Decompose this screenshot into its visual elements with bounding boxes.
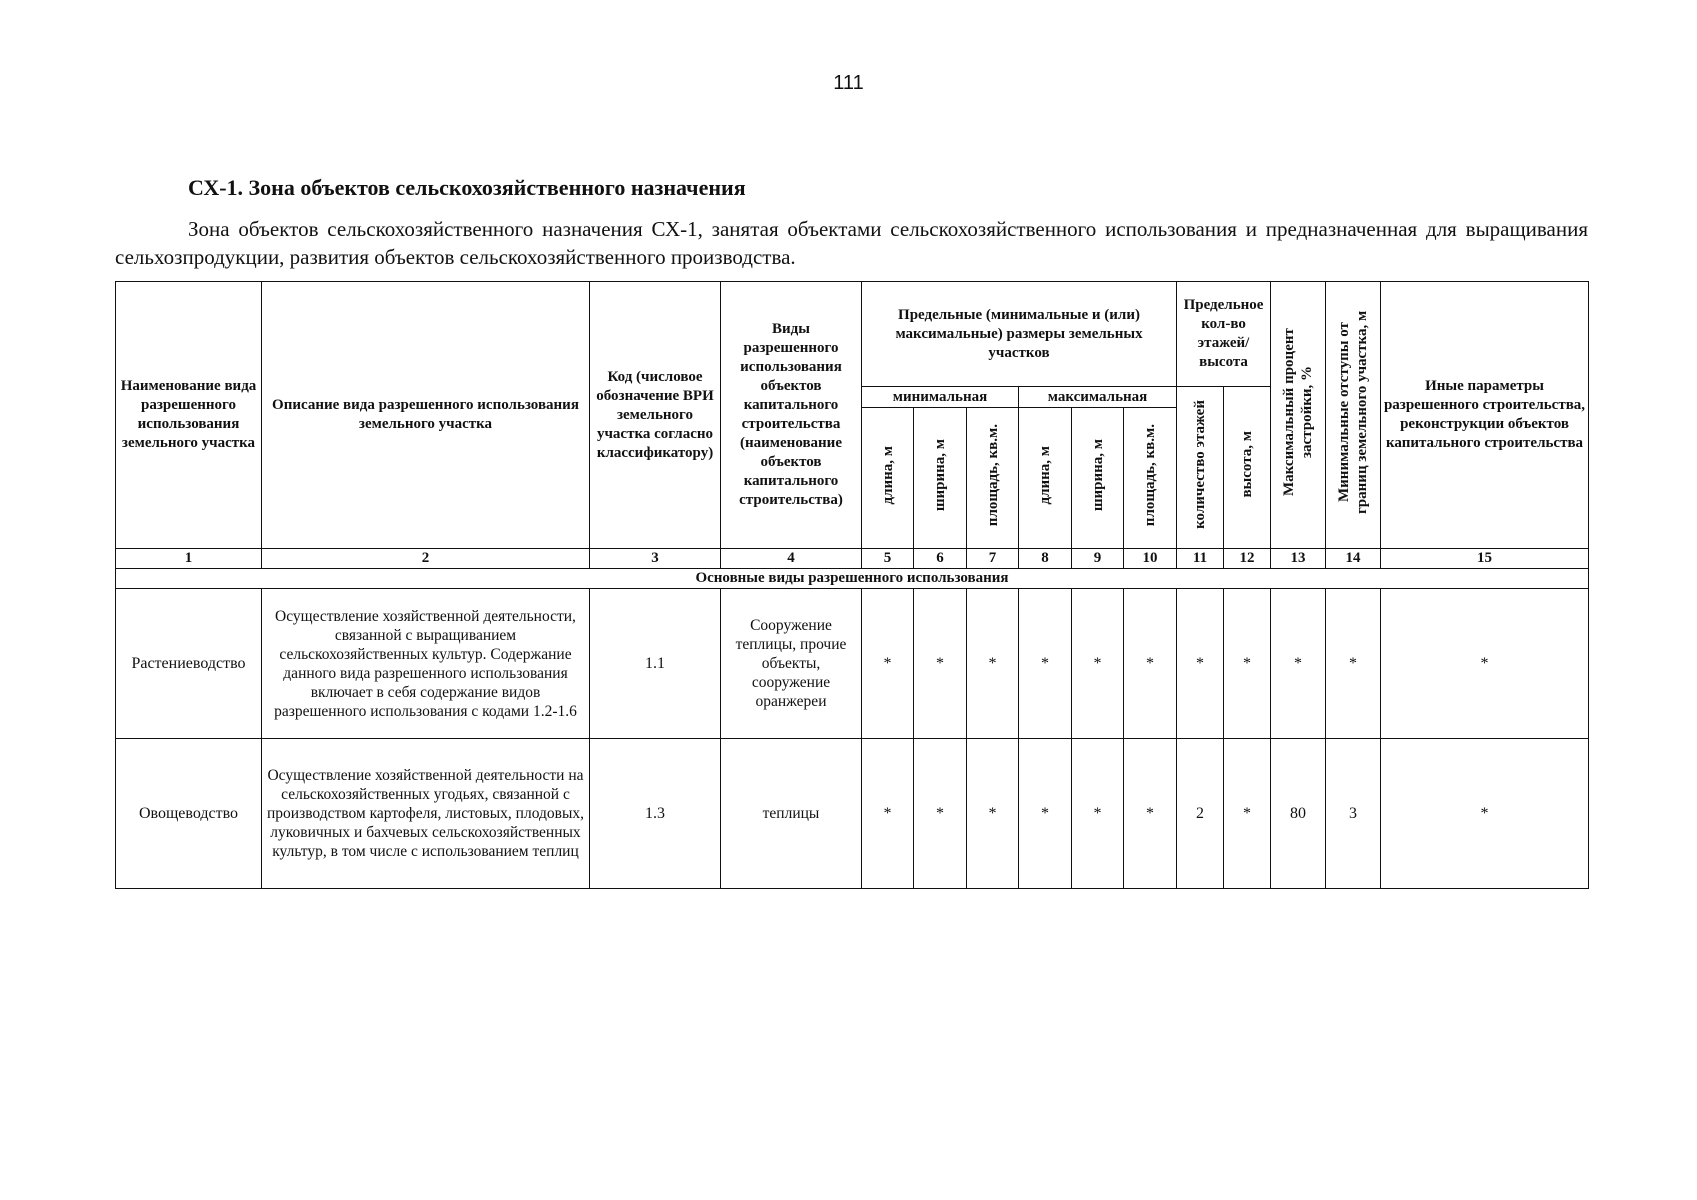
header-setbacks bbox=[1326, 282, 1381, 549]
column-number: 1 bbox=[116, 549, 262, 569]
header-floors-text: количество этажей bbox=[1192, 400, 1209, 529]
header-height bbox=[1224, 387, 1271, 549]
row-code: 1.1 bbox=[590, 589, 721, 739]
row-value: 2 bbox=[1177, 739, 1224, 889]
column-number: 13 bbox=[1271, 549, 1326, 569]
column-number: 8 bbox=[1019, 549, 1072, 569]
row-description: Осуществление хозяйственной деятельности на сельскохозяйственных угодьях, связанной с производством картофеля, листовых, плодовых, луковичных и бахчевых сельскохозяйственных культур, в том числе с использованием теплиц bbox=[262, 739, 590, 889]
header-max-length-text: длина, м bbox=[1037, 445, 1053, 505]
row-value: * bbox=[1224, 589, 1271, 739]
column-number: 14 bbox=[1326, 549, 1381, 569]
page-number: 111 bbox=[833, 72, 864, 94]
row-value: * bbox=[967, 739, 1019, 889]
section-heading: СХ-1. Зона объектов сельскохозяйственного назначения bbox=[188, 175, 746, 200]
header-objects: Виды разрешенного использования объектов капитального строительства (наименование объектов капитального строительства) bbox=[721, 282, 862, 549]
intro-paragraph: Зона объектов сельскохозяйственного назначения СХ-1, занятая объектами сельскохозяйственного использования и предназначенная для выращивания сельхозпродукции, развития объектов сельскохозяйственного производства. bbox=[115, 217, 1588, 269]
header-max-width bbox=[1072, 408, 1124, 549]
header-coverage-text: Максимальный процент застройки, % bbox=[1281, 328, 1316, 496]
header-min-length bbox=[862, 408, 914, 549]
row-description: Осуществление хозяйственной деятельности, связанной с выращиванием сельскохозяйственных культур. Содержание данного вида разрешенного использования включает в себя содержание видов разрешенного использования с кодами 1.2-1.6 bbox=[262, 589, 590, 739]
row-objects: теплицы bbox=[721, 739, 862, 889]
row-value: * bbox=[1177, 589, 1224, 739]
column-number: 3 bbox=[590, 549, 721, 569]
header-floors bbox=[1177, 387, 1224, 549]
header-code: Код (числовое обозначение ВРИ земельного участка согласно классификатору) bbox=[590, 282, 721, 549]
column-number: 11 bbox=[1177, 549, 1224, 569]
row-value: * bbox=[914, 589, 967, 739]
header-other: Иные параметры разрешенного строительства, реконструкции объектов капитального строительства bbox=[1381, 282, 1589, 549]
header-setbacks-text: Минимальные отступы от границ земельного участка, м bbox=[1336, 310, 1371, 514]
row-value: * bbox=[1019, 589, 1072, 739]
column-numbers-row bbox=[116, 549, 1589, 569]
header-min-length-text: длина, м bbox=[879, 445, 896, 505]
row-value: * bbox=[1072, 739, 1124, 889]
table-row bbox=[116, 589, 1589, 739]
header-max-length bbox=[1019, 408, 1072, 549]
row-objects: Сооружение теплицы, прочие объекты, сооружение оранжереи bbox=[721, 589, 862, 739]
row-value: * bbox=[1381, 589, 1589, 739]
row-value: * bbox=[862, 589, 914, 739]
zone-parameters-table bbox=[115, 281, 1589, 889]
row-value: 3 bbox=[1326, 739, 1381, 889]
column-number: 12 bbox=[1224, 549, 1271, 569]
header-minimal: минимальная bbox=[862, 387, 1019, 408]
row-name: Растениеводство bbox=[116, 589, 262, 739]
row-value: * bbox=[1381, 739, 1589, 889]
row-value: * bbox=[967, 589, 1019, 739]
column-number: 9 bbox=[1072, 549, 1124, 569]
column-number: 4 bbox=[721, 549, 862, 569]
section-title-row bbox=[116, 569, 1589, 589]
header-min-width-text: ширина, м bbox=[932, 438, 948, 512]
header-height-text: высота, м bbox=[1239, 431, 1256, 498]
header-floors-group: Предельное кол-во этажей/ высота bbox=[1177, 282, 1271, 387]
row-value: * bbox=[1224, 739, 1271, 889]
header-min-width bbox=[914, 408, 967, 549]
column-number: 6 bbox=[914, 549, 967, 569]
table-row bbox=[116, 739, 1589, 889]
header-min-area bbox=[967, 408, 1019, 549]
row-value: * bbox=[914, 739, 967, 889]
header-min-area-text: площадь, кв.м. bbox=[984, 423, 1001, 527]
header-description: Описание вида разрешенного использования земельного участка bbox=[262, 282, 590, 549]
row-name: Овощеводство bbox=[116, 739, 262, 889]
header-max-area bbox=[1124, 408, 1177, 549]
row-value: * bbox=[1072, 589, 1124, 739]
header-coverage bbox=[1271, 282, 1326, 549]
row-value: * bbox=[1124, 589, 1177, 739]
row-value: * bbox=[1271, 589, 1326, 739]
row-value: 80 bbox=[1271, 739, 1326, 889]
column-number: 7 bbox=[967, 549, 1019, 569]
column-number: 5 bbox=[862, 549, 914, 569]
row-value: * bbox=[1326, 589, 1381, 739]
row-value: * bbox=[862, 739, 914, 889]
header-row-1 bbox=[116, 282, 1589, 387]
header-name: Наименование вида разрешенного использования земельного участка bbox=[116, 282, 262, 549]
row-code: 1.3 bbox=[590, 739, 721, 889]
header-limits: Предельные (минимальные и (или) максимальные) размеры земельных участков bbox=[862, 282, 1177, 387]
section-title: Основные виды разрешенного использования bbox=[116, 569, 1589, 589]
row-value: * bbox=[1019, 739, 1072, 889]
header-maximal: максимальная bbox=[1019, 387, 1177, 408]
column-number: 15 bbox=[1381, 549, 1589, 569]
row-value: * bbox=[1124, 739, 1177, 889]
column-number: 10 bbox=[1124, 549, 1177, 569]
header-max-width-text: ширина, м bbox=[1089, 438, 1106, 512]
column-number: 2 bbox=[262, 549, 590, 569]
header-max-area-text: площадь, кв.м. bbox=[1142, 423, 1158, 527]
